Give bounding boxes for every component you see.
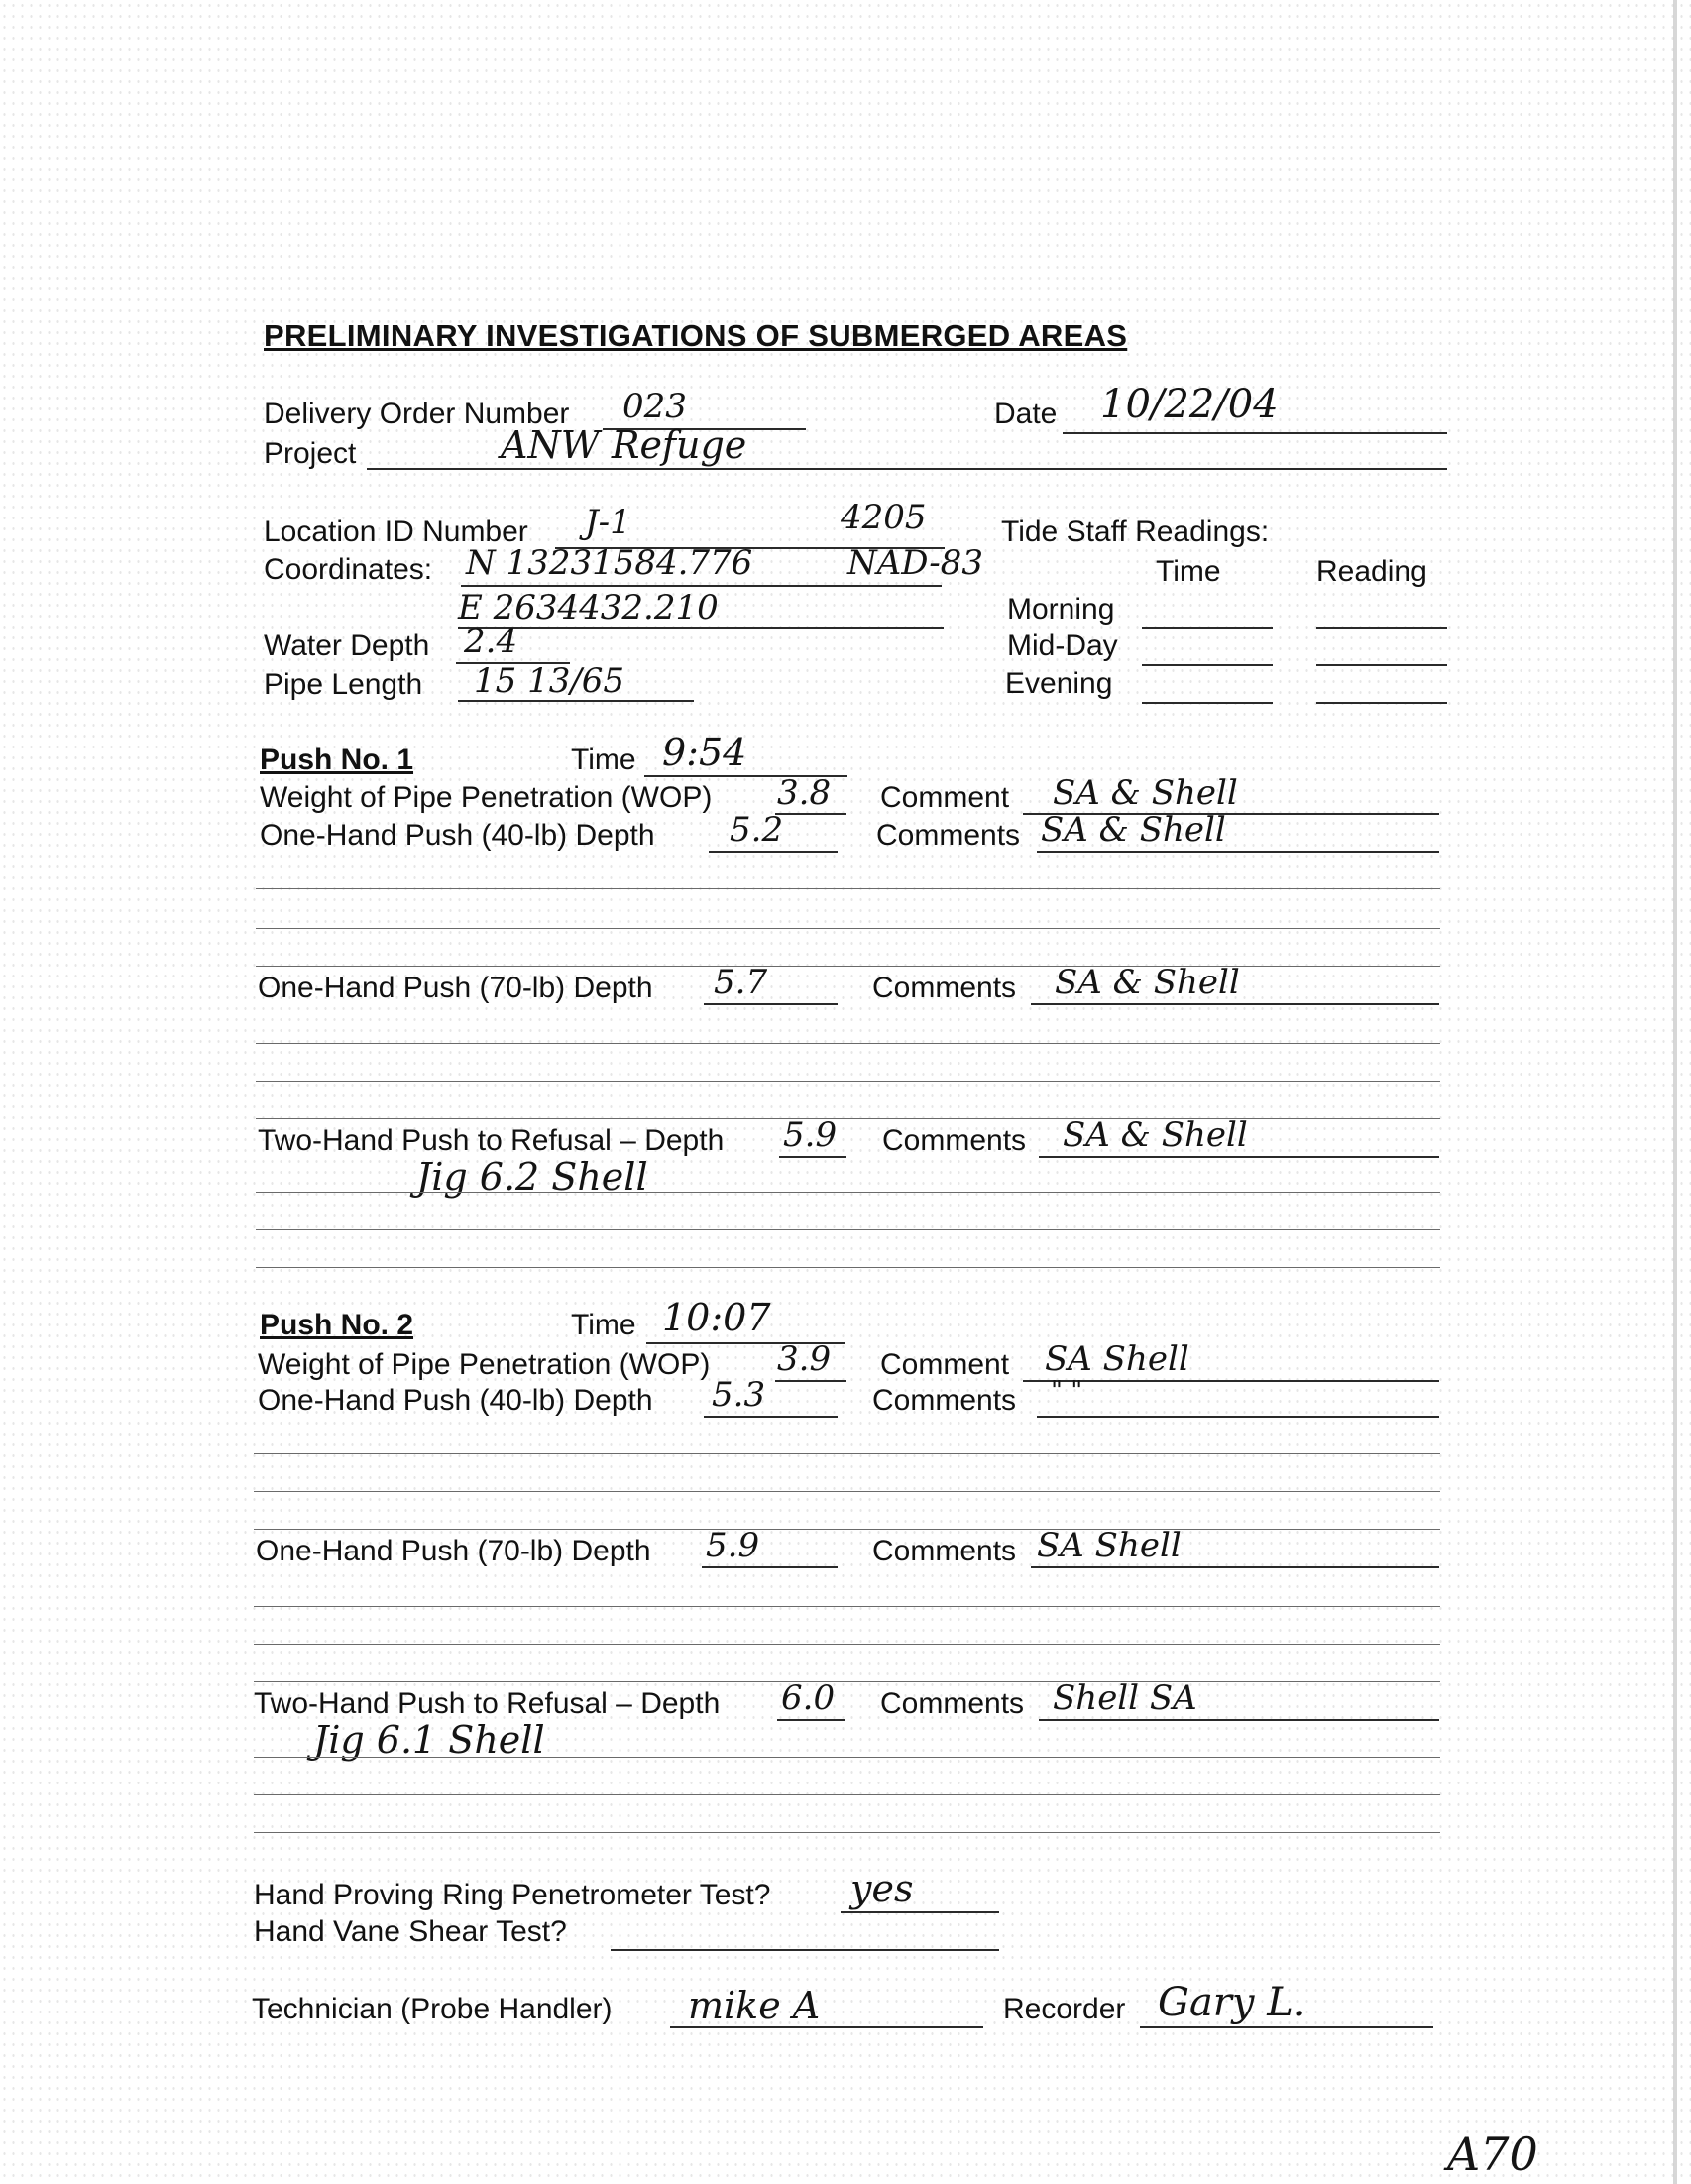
tide-evening-reading-line[interactable] [1316,702,1447,704]
project-line [367,468,1447,470]
vane-shear-label: Hand Vane Shear Test? [254,1915,567,1948]
push2-blank-line-8 [254,1794,1440,1795]
push1-blank-line-9 [256,1267,1440,1268]
pipe-length-label: Pipe Length [264,668,423,701]
proving-ring-value[interactable]: yes [850,1867,914,1910]
technician-line [670,2026,983,2028]
push2-blank-line-7 [254,1757,1440,1758]
push1-oh40-line [709,851,838,853]
date-value[interactable]: 10/22/04 [1100,382,1279,427]
push2-wop-comment-label: Comment [880,1348,1010,1381]
tide-morning-reading-line[interactable] [1316,627,1447,629]
coordinates-label: Coordinates: [264,553,433,586]
push1-blank-line-6 [256,1118,1440,1119]
coord-north-value[interactable]: N 13231584.776 [466,543,753,583]
push2-th-comment[interactable]: Shell SA [1053,1678,1197,1718]
push2-oh70-label: One-Hand Push (70-lb) Depth [256,1535,651,1567]
project-value[interactable]: ANW Refuge [501,423,747,467]
proving-ring-label: Hand Proving Ring Penetrometer Test? [254,1879,771,1911]
push2-blank-line-3 [254,1529,1440,1530]
push2-oh40-comment-line [1037,1416,1439,1418]
push1-oh70-label: One-Hand Push (70-lb) Depth [258,972,653,1004]
recorder-value[interactable]: Gary L. [1158,1980,1306,2025]
tide-morning-time-line[interactable] [1142,627,1273,629]
tide-midday-reading-line[interactable] [1316,664,1447,666]
push1-wop-comment[interactable]: SA & Shell [1053,773,1238,813]
push2-th-line [777,1719,845,1721]
push2-oh40-comment[interactable]: " " [1051,1376,1083,1406]
push1-th-comment-label: Comments [882,1124,1027,1157]
push1-oh40-comment[interactable]: SA & Shell [1041,810,1226,850]
push1-oh40-comment-line [1037,851,1439,853]
push2-th-value[interactable]: 6.0 [781,1678,836,1718]
push2-oh40-line [704,1416,838,1418]
push1-blank-line-7 [256,1192,1440,1193]
push1-wop-value[interactable]: 3.8 [777,773,832,813]
push2-heading: Push No. 2 [260,1309,414,1341]
push1-oh40-comment-label: Comments [876,819,1021,852]
vane-shear-line [611,1949,999,1951]
tide-row-midday: Mid-Day [1007,630,1118,662]
recorder-line [1140,2026,1433,2028]
coord-north-line [461,585,942,587]
coord-east-line [458,627,944,629]
tide-label: Tide Staff Readings: [1001,516,1270,548]
push2-oh40-comment-label: Comments [872,1384,1017,1417]
push1-blank-line-2 [256,928,1440,929]
push1-oh70-comment-line [1031,1003,1439,1005]
tide-reading-header: Reading [1316,555,1427,588]
push1-blank-line-1 [256,888,1440,889]
push1-oh40-label: One-Hand Push (40-lb) Depth [260,819,655,852]
date-label: Date [994,398,1058,430]
push2-blank-line-2 [254,1491,1440,1492]
push1-time-label: Time [571,744,636,776]
push1-oh70-comment[interactable]: SA & Shell [1055,963,1240,1002]
push2-oh70-comment-label: Comments [872,1535,1017,1567]
water-depth-label: Water Depth [264,630,430,662]
water-depth-value[interactable]: 2.4 [464,622,518,661]
coord-east-value[interactable]: E 2634432.210 [458,588,719,628]
push1-blank-line-3 [256,966,1440,967]
push1-th-line [779,1156,846,1158]
push1-wop-comment-label: Comment [880,781,1010,814]
push2-blank-line-4 [254,1606,1440,1607]
date-line [1063,432,1447,434]
delivery-order-value[interactable]: 023 [622,387,687,426]
push1-oh70-line [704,1003,838,1005]
technician-value[interactable]: mike A [688,1984,821,2027]
push2-blank-line-9 [254,1832,1440,1833]
push2-oh70-value[interactable]: 5.9 [706,1526,760,1565]
push2-blank-line-5 [254,1644,1440,1645]
tide-time-header: Time [1156,555,1221,588]
push1-th-label: Two-Hand Push to Refusal – Depth [258,1124,725,1157]
push2-oh70-line [702,1566,838,1568]
proving-ring-line [841,1911,999,1913]
tide-row-morning: Morning [1007,593,1115,626]
project-label: Project [264,437,357,470]
push2-blank-line-1 [254,1453,1440,1454]
push2-th-comment-label: Comments [880,1687,1025,1720]
page-code: A70 [1447,2127,1538,2181]
form-title: PRELIMINARY INVESTIGATIONS OF SUBMERGED AREAS [264,318,1128,353]
push1-blank-line-5 [256,1081,1440,1082]
tide-row-evening: Evening [1005,667,1113,700]
push1-th-value[interactable]: 5.9 [783,1115,838,1155]
location-extra-value[interactable]: 4205 [841,498,927,537]
push1-time-value[interactable]: 9:54 [662,731,747,774]
push1-oh70-value[interactable]: 5.7 [714,963,768,1002]
tide-evening-time-line[interactable] [1142,702,1273,704]
push1-blank-line-8 [256,1229,1440,1230]
technician-label: Technician (Probe Handler) [252,1993,613,2025]
push1-oh70-comment-label: Comments [872,972,1017,1004]
location-id-label: Location ID Number [264,516,528,548]
push2-oh40-label: One-Hand Push (40-lb) Depth [258,1384,653,1417]
push1-wop-label: Weight of Pipe Penetration (WOP) [260,781,713,814]
push2-th-comment-line [1039,1719,1439,1721]
push2-note[interactable]: Jig 6.1 Shell [313,1718,545,1762]
push2-wop-line [775,1380,846,1382]
push2-time-value[interactable]: 10:07 [662,1296,771,1339]
delivery-order-label: Delivery Order Number [264,398,570,430]
push2-wop-label: Weight of Pipe Penetration (WOP) [258,1348,711,1381]
push2-oh70-comment[interactable]: SA Shell [1037,1526,1182,1565]
push1-oh40-value[interactable]: 5.2 [730,810,784,850]
pipe-length-line [458,700,694,702]
push2-time-label: Time [571,1309,636,1341]
push2-blank-line-6 [254,1681,1440,1682]
push1-heading: Push No. 1 [260,744,414,776]
push1-wop-line [775,813,846,815]
push1-note[interactable]: Jig 6.2 Shell [416,1155,648,1199]
push1-th-comment[interactable]: SA & Shell [1063,1115,1248,1155]
push1-blank-line-4 [256,1043,1440,1044]
push2-oh40-value[interactable]: 5.3 [712,1375,766,1415]
pipe-length-value[interactable]: 15 13/65 [474,661,625,701]
push2-th-label: Two-Hand Push to Refusal – Depth [254,1687,721,1720]
push2-oh70-comment-line [1031,1566,1439,1568]
recorder-label: Recorder [1003,1993,1126,2025]
push2-wop-value[interactable]: 3.9 [777,1339,832,1379]
datum-value[interactable]: NAD-83 [847,543,983,583]
push2-wop-comment[interactable]: SA Shell [1045,1339,1189,1379]
tide-midday-time-line[interactable] [1142,664,1273,666]
location-id-value[interactable]: J-1 [585,503,631,542]
push1-th-comment-line [1039,1156,1439,1158]
push2-wop-comment-line [1023,1380,1439,1382]
page-edge [1673,0,1677,2184]
